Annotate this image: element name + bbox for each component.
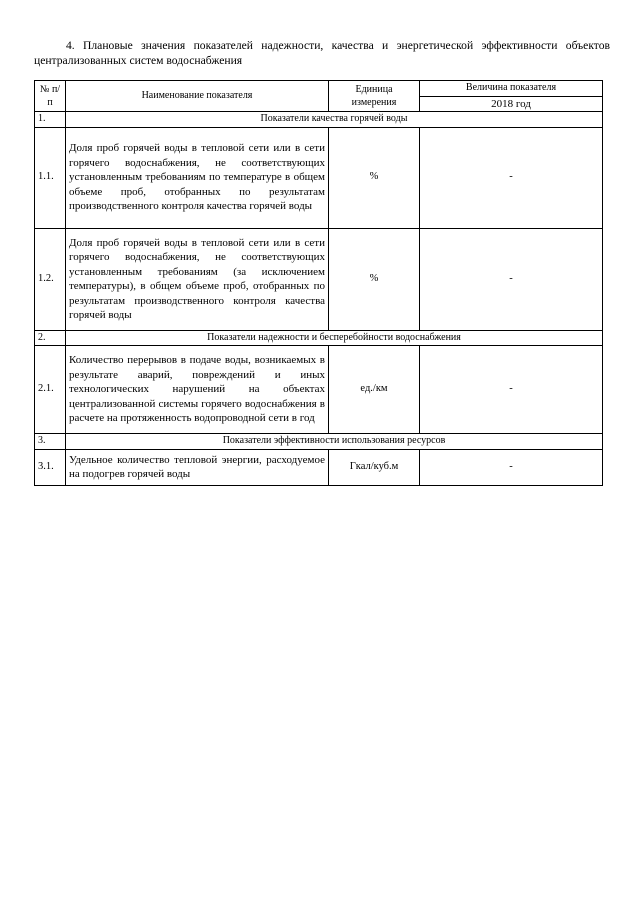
header-unit: Единица измерения	[329, 81, 420, 112]
header-value: Величина показателя	[420, 81, 603, 97]
section-row	[35, 434, 603, 450]
row-unit: ед./км	[329, 346, 420, 434]
section-row	[35, 330, 603, 346]
section-title: Показатели качества горячей воды	[66, 112, 603, 128]
section-row	[35, 112, 603, 128]
row-name: Доля проб горячей воды в тепловой сети или в сети горячего водоснабжения, не соответствующих установленным требованиям (за исключением температуры), в общем объеме проб, отобранных по результатам производственного контроля качества горячей воды	[66, 228, 329, 330]
section-number: 2.	[35, 330, 66, 346]
section-number: 3.	[35, 434, 66, 450]
row-name: Удельное количество тепловой энергии, расходуемое на подогрев горячей воды	[66, 449, 329, 485]
table-row	[35, 127, 603, 228]
section-title: Показатели эффективности использования ресурсов	[66, 434, 603, 450]
section-title: Показатели надежности и бесперебойности водоснабжения	[66, 330, 603, 346]
row-name: Доля проб горячей воды в тепловой сети или в сети горячего водоснабжения, не соответствующих установленным требованиям по температуре в общем объеме проб, отобранных по результатам производственного контроля качества горячей воды	[66, 127, 329, 228]
row-value: -	[420, 127, 603, 228]
row-number: 1.2.	[35, 228, 66, 330]
section-number: 1.	[35, 112, 66, 128]
row-value: -	[420, 228, 603, 330]
table-row	[35, 228, 603, 330]
row-unit: %	[329, 127, 420, 228]
indicators-table	[34, 80, 603, 486]
row-unit: Гкал/куб.м	[329, 449, 420, 485]
section-heading: 4. Плановые значения показателей надежности, качества и энергетической эффективности объектов централизованных систем водоснабжения	[34, 39, 610, 67]
header-name: Наименование показателя	[66, 81, 329, 112]
row-unit: %	[329, 228, 420, 330]
row-number: 3.1.	[35, 449, 66, 485]
row-number: 1.1.	[35, 127, 66, 228]
row-number: 2.1.	[35, 346, 66, 434]
header-year: 2018 год	[420, 96, 603, 112]
table-header-row	[35, 81, 603, 97]
table-row	[35, 449, 603, 485]
row-value: -	[420, 346, 603, 434]
row-name: Количество перерывов в подаче воды, возникаемых в результате аварий, повреждений и иных технологических нарушений на объектах централизованной системы горячего водоснабжения в расчете на протяженность водопроводной сети в год	[66, 346, 329, 434]
header-num: № п/п	[35, 81, 66, 112]
row-value: -	[420, 449, 603, 485]
table-row	[35, 346, 603, 434]
